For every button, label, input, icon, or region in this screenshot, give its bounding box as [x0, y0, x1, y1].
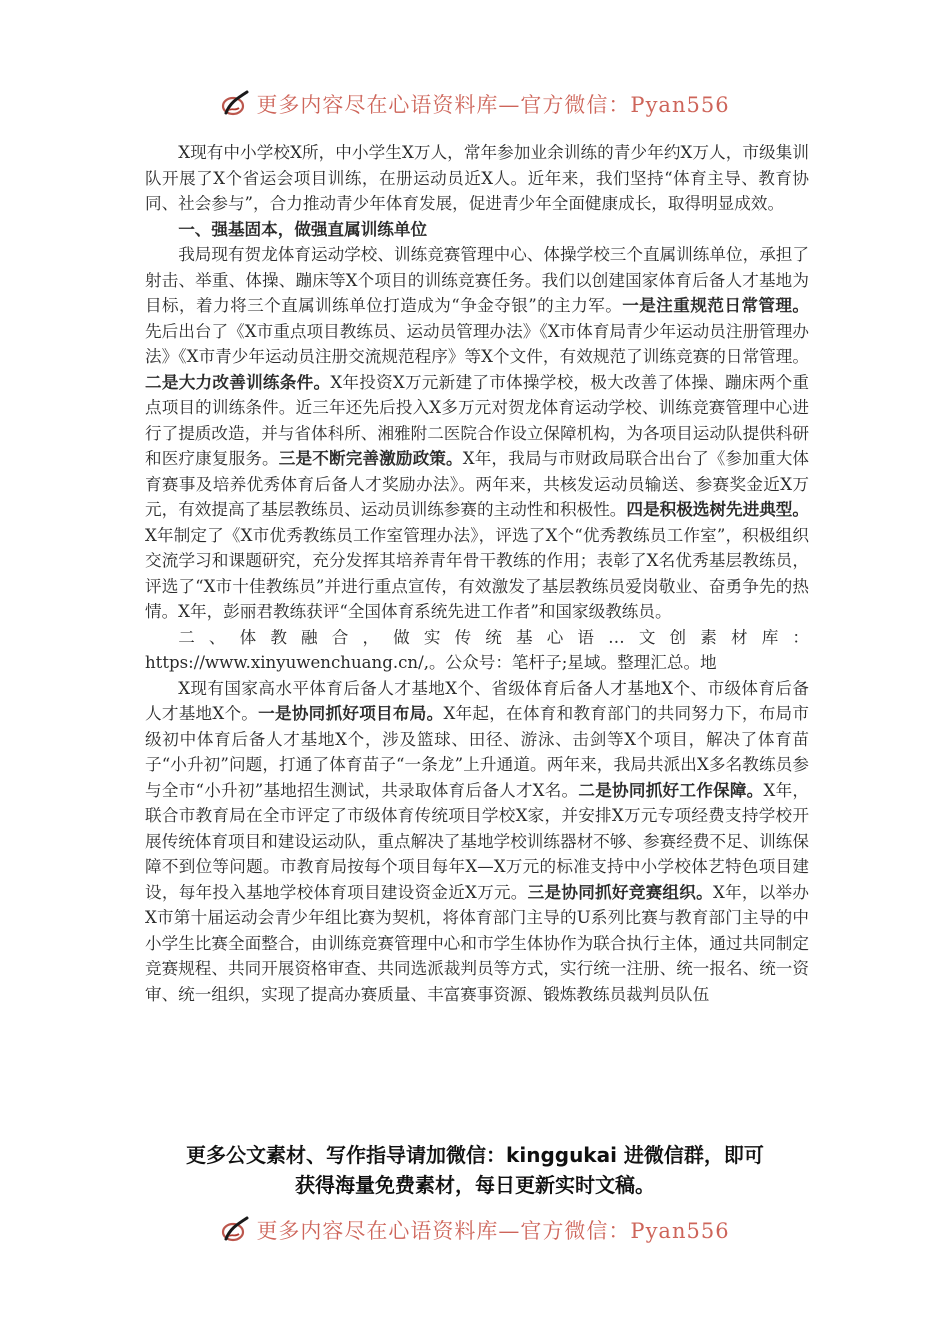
pen-scribble-logo-icon [220, 89, 250, 119]
bold-point-2: 二是协同抓好工作保障。 [578, 779, 764, 800]
text-run: X现有国家高水平体育后备人才基地X个、省级体育后备人才基地X个、市级体育后备人才基地X个。 [145, 678, 809, 723]
bold-point-3: 三是不断完善激励政策。 [278, 448, 463, 468]
header-banner [0, 84, 950, 124]
text-run: 先后出台了《X市重点项目教练员、运动员管理办法》《X市体育局青少年运动员注册管理办法》《X市青少年运动员注册交流规范程序》等X个文件，有效规范了训练竞赛的日常管理。 [145, 321, 809, 366]
footer-banner-text: 更多内容尽在心语资料库—官方微信：Pyan556 [256, 1219, 730, 1243]
promo-line-2: 获得海量免费素材，每日更新实时文稿。 [295, 1173, 655, 1197]
text-run: X年投资X万元新建了市体操学校，极大改善了体操、蹦床两个重点项目的训练条件。近三年还先后投入X多万元对贺龙体育运动学校、训练竞赛管理中心进行了提质改造，并与省体科所、湘雅附二医院合作设立保障机构，为各项目运动队提供科研和医疗康复服务。 [145, 372, 810, 468]
footer-banner [0, 1210, 950, 1250]
section-heading-1: 一、强基固本，做强直属训练单位 [178, 218, 428, 239]
pen-scribble-logo-icon [220, 1215, 250, 1245]
text-run: X年起，在体育和教育部门的共同努力下，布局市级初中体育后备人才基地X个，涉及篮球、田径、游泳、击剑等X个项目，解决了体育苗子“小升初”问题，打通了体育苗子“一条龙”上升通道。两年来，我局共派出X多名教练员参与全市“小升初”基地招生测试，共录取体育后备人才X名。 [145, 704, 809, 800]
paragraph-intro: X现有中小学校X所，中小学生X万人，常年参加业余训练的青少年约X万人，市级集训队开展了X个省运会项目训练，在册运动员近X人。近年来，我们坚持“体育主导、教育协同、社会参与”，合力推动青少年体育发展，促进青少年全面健康成长，取得明显成效。 [145, 143, 809, 213]
text-run: X年，我局与市财政局联合出台了《参加重大体育赛事及培养优秀体育后备人才奖励办法》。两年来，共核发运动员输送、参赛奖金近X万元，有效提高了基层教练员、运动员训练参赛的主动性和积极性。 [145, 449, 810, 519]
bold-point-4: 四是积极选树先进典型。 [626, 499, 810, 519]
header-banner-text: 更多内容尽在心语资料库—官方微信：Pyan556 [256, 93, 730, 117]
paragraph-section-1 [145, 242, 809, 625]
article-body [145, 140, 809, 1007]
bold-point-1: 一是注重规范日常管理。 [622, 295, 810, 315]
bold-point-3: 三是协同抓好竞赛组织。 [527, 881, 713, 902]
text-run: 我局现有贺龙体育运动学校、训练竞赛管理中心、体操学校三个直属训练单位，承担了射击、举重、体操、蹦床等X个项目的训练竞赛任务。我们以创建国家体育后备人才基地为目标，着力将三个直属训练单位打造成为“争金夺银”的主力军。 [145, 245, 809, 315]
bold-point-2: 二是大力改善训练条件。 [145, 371, 331, 392]
promo-notice [90, 1140, 860, 1200]
bold-point-1: 一是协同抓好项目布局。 [258, 703, 444, 723]
text-run: X年，以举办X市第十届运动会青少年组比赛为契机，将体育部门主导的U系列比赛与教育部门主导的中小学生比赛全面整合，由训练竞赛管理中心和市学生体协作为联合执行主体，通过共同制定竞赛规程、共同开展资格审查、共同选派裁判员等方式，实行统一注册、统一报名、统一资审、统一组织，实现了提高办赛质量、丰富赛事资源、锻炼教练员裁判员队伍 [145, 882, 809, 1004]
paragraph-section-2 [145, 676, 809, 1008]
promo-line-1: 更多公文素材、写作指导请加微信：kinggukai 进微信群，即可 [186, 1143, 764, 1167]
text-run: X年，联合市教育局在全市评定了市级体育传统项目学校X家，并安排X万元专项经费支持学校开展传统体育项目和建设运动队，重点解决了基地学校训练器材不够、参赛经费不足、训练保障不到位等问题。市教育局按每个项目每年X—X万元的标准支持中小学校体艺特色项目建设，每年投入基地学校体育项目建设资金近X万元。 [145, 780, 809, 902]
text-run: X年制定了《X市优秀教练员工作室管理办法》，评选了X个“优秀教练员工作室”，积极组织交流学习和课题研究，充分发挥其培养青年骨干教练的作用；表彰了X名优秀基层教练员，评选了“X市十佳教练员”并进行重点宣传，有效激发了基层教练员爱岗敬业、奋勇争先的热情。X年，彭丽君教练获评“全国体育系统先进工作者”和国家级教练员。 [145, 525, 809, 621]
section-heading-2: 二、体教融合，做实传统基心语…文创素材库：https://www.xinyuwenchuang.cn/,。公众号：笔杆子;星域。整理汇总。地 [145, 627, 809, 672]
